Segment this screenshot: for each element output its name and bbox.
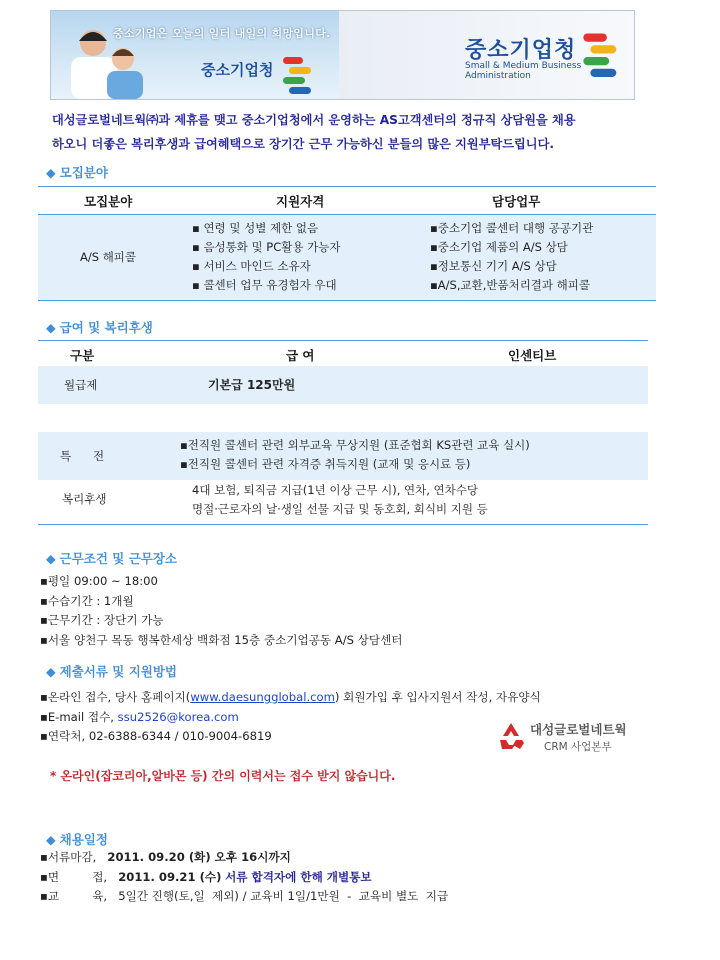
diamond-icon: ◆ [46, 832, 56, 847]
list-item: ▪정보통신 기기 A/S 상담 [430, 259, 557, 273]
list-item: ▪교 육, 5일간 진행(토,일 제외) / 교육비 1일/1만원 - 교육비 별도 지급 [40, 889, 449, 903]
section-recruit-label: 모집분야 [59, 165, 108, 180]
section-apply-title [46, 662, 177, 680]
work-list [40, 572, 402, 650]
banner-logo-title: 중소기업청 [465, 38, 577, 63]
list-item: ▪평일 09:00 ~ 18:00 [40, 574, 158, 588]
banner-photo-panel [51, 11, 339, 99]
welfare-label: 복리후생 [62, 492, 107, 506]
section-salary-title [46, 318, 153, 336]
logo-english-line-1: Small & Medium Business [465, 61, 582, 71]
divider [38, 524, 648, 525]
diamond-icon: ◆ [46, 165, 56, 180]
salary-header-incentive: 인센티브 [508, 348, 557, 363]
diamond-icon: ◆ [46, 664, 56, 679]
section-recruit-title [46, 163, 108, 181]
list-item: ▪E-mail 접수, ssu2526@korea.com [40, 709, 239, 724]
intro-text [52, 108, 652, 156]
list-item: ▪중소기업 제품의 A/S 상담 [430, 240, 568, 254]
warning-text: * 온라인(잡코리아,알바몬 등) 간의 이력서는 접수 받지 않습니다. [50, 769, 396, 783]
list-item: ▪근무기간 : 장단기 가능 [40, 613, 164, 627]
list-item: ▪ 음성통화 및 PC활용 가능자 [192, 240, 341, 254]
list-item: ▪ 연령 및 성별 제한 없음 [192, 221, 319, 235]
list-item: ▪A/S,교환,반품처리결과 해피콜 [430, 278, 591, 292]
section-schedule-label: 채용일정 [59, 832, 108, 847]
qualification-list [192, 219, 340, 295]
special-list [180, 436, 530, 474]
list-item: ▪전직원 콜센터 관련 자격증 취득지원 (교재 및 응시료 등) [180, 457, 471, 471]
welfare-line-1: 4대 보험, 퇴직금 지급(1년 이상 근무 시), 연차, 연차수당 [192, 483, 478, 497]
banner-logo-panel [339, 11, 635, 99]
header-banner [50, 10, 635, 100]
welfare-line-2: 명절·근로자의 날·생일 선물 지급 및 동호회, 회식비 지원 등 [192, 502, 488, 516]
recruit-header-qualification: 지원자격 [276, 194, 325, 209]
diamond-icon: ◆ [46, 320, 56, 335]
list-item: ▪중소기업 콜센터 대행 공공기관 [430, 221, 594, 235]
recruit-field-value: A/S 해피콜 [80, 250, 137, 264]
logo-english-line-2: Administration [465, 71, 531, 81]
salary-header-type: 구분 [70, 348, 95, 363]
list-item: ▪면 접, 2011. 09.21 (수) 서류 합격자에 한해 개별통보 [40, 869, 372, 884]
email-address[interactable]: ssu2526@korea.com [117, 709, 239, 724]
banner-logo-small: 중소기업청 [201, 61, 274, 79]
duty-list [430, 219, 593, 295]
logo-bars-large-icon [581, 31, 621, 83]
salary-row-bg [38, 366, 648, 404]
special-label: 특 전 [60, 449, 105, 463]
welfare-text [192, 481, 488, 519]
list-item: ▪연락처, 02-6388-6344 / 010-9004-6819 [40, 729, 272, 743]
divider [38, 300, 656, 301]
section-salary-label: 급여 및 복리후생 [59, 320, 153, 335]
list-item: ▪온라인 접수, 당사 홈페이지(www.daesungglobal.com) 회원가입 후 입사지원서 작성, 자유양식 [40, 690, 541, 704]
company-logo-sub: CRM 사업본부 [544, 741, 612, 753]
salary-row-value: 기본급 125만원 [208, 378, 296, 392]
intro-line-2: 하오니 더좋은 복리후생과 급여혜택으로 장기간 근무 가능하신 분들의 많은 지원부탁드립니다. [52, 137, 554, 151]
list-item: ▪서류마감, 2011. 09.20 (화) 오후 16시까지 [40, 850, 291, 864]
divider [38, 186, 656, 187]
diamond-icon: ◆ [46, 551, 56, 566]
schedule-list [40, 848, 448, 907]
apply-list [40, 688, 541, 747]
company-logo-name: 대성글로벌네트웍 [530, 722, 627, 737]
salary-row-label: 월급제 [64, 378, 98, 392]
section-apply-label: 제출서류 및 지원방법 [59, 664, 178, 679]
list-item: ▪수습기간 : 1개월 [40, 593, 134, 608]
homepage-link[interactable]: www.daesungglobal.com [190, 690, 335, 704]
list-item: ▪ 서비스 마인드 소유자 [192, 259, 311, 273]
recruit-header-duty: 담당업무 [492, 194, 541, 209]
list-item: ▪전직원 콜센터 관련 외부교육 무상지원 (표준협회 KS관련 교육 실시) [180, 438, 530, 452]
list-item: ▪ 콜센터 업무 유경험자 우대 [192, 278, 337, 292]
section-work-title [46, 549, 177, 567]
list-item: ▪서울 양천구 목동 행복한세상 백화점 15층 중소기업공동 A/S 상담센터 [40, 632, 403, 647]
recycle-logo-icon [496, 720, 526, 750]
section-work-label: 근무조건 및 근무장소 [59, 551, 178, 566]
banner-slogan: 중소기업은 오늘의 일터 내일의 희망입니다. [113, 27, 331, 40]
recruit-header-field: 모집분야 [84, 194, 133, 209]
section-schedule-title [46, 830, 108, 848]
intro-line-1: 대성글로벌네트웍㈜과 제휴를 맺고 중소기업청에서 운영하는 AS고객센터의 정규직 상담원을 채용 [52, 113, 576, 127]
logo-bars-icon [281, 53, 315, 97]
salary-header-pay: 급 여 [286, 348, 315, 363]
divider [38, 340, 648, 341]
